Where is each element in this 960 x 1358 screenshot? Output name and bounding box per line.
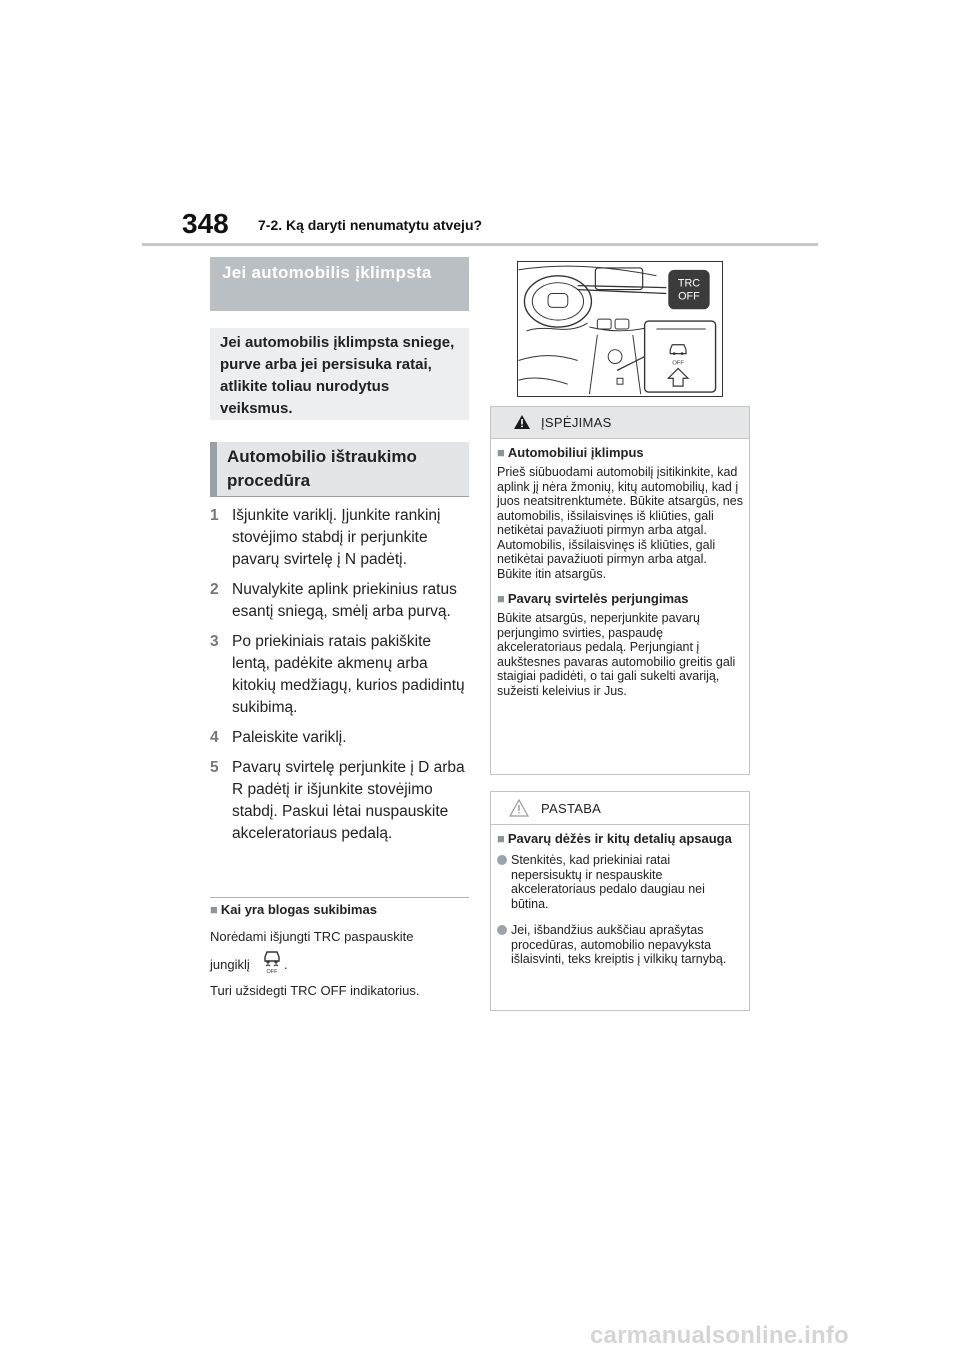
warning-triangle-icon: [513, 414, 531, 430]
warning-box: [490, 406, 750, 775]
square-bullet-icon: ■: [497, 445, 505, 460]
traction-note-heading: ■ Kai yra blogas sukibimas: [210, 902, 377, 917]
square-bullet-icon: ■: [497, 591, 505, 606]
step-item: [210, 631, 470, 719]
chapter-title: 7-2. Ką daryti nenumatytu atveju?: [258, 217, 483, 233]
notice-header: [491, 792, 749, 825]
notice-bullet: Jei, išbandžius aukščiau aprašytas procedūras, automobilio nepavyksta išlaisvinti, teks kreiptis į vilkikų tarnybą.: [497, 923, 743, 967]
step-number: 4: [210, 729, 219, 746]
warning-item-heading: ■ Automobiliui įklimpus: [497, 445, 644, 460]
step-item: [210, 505, 470, 571]
trc-switch-icon: [262, 948, 282, 974]
notice-title: PASTABA: [541, 801, 602, 816]
warning-title: ĮSPĖJIMAS: [541, 415, 612, 430]
caution-triangle-icon: [509, 799, 529, 817]
header-divider: [142, 243, 818, 246]
warning-item-text: Būkite atsargūs, neperjunkite pavarų perjungimo svirties, paspaudę akceleratoriaus pedalą. Perjungiant į aukštesnes pavaras automobilio greitis gali staigiai padidėti, o tai gali sukelti avariją, sužeisti keleivius ir Jus.: [497, 611, 736, 698]
watermark: carmanualsonline.info: [590, 1322, 849, 1349]
note-divider: [210, 897, 469, 898]
step-number: 3: [210, 633, 219, 650]
step-item: [210, 579, 470, 623]
dashboard-illustration: [517, 261, 723, 397]
notice-bullet: Stenkitės, kad priekiniai ratai nepersisuktų ir nespauskite akceleratoriaus pedalo daugiau nei būtina.: [497, 853, 743, 911]
step-number: 1: [210, 507, 219, 524]
indicator-text: TRC: [677, 277, 701, 290]
procedure-divider: [210, 496, 469, 497]
step-number: 5: [210, 759, 219, 776]
intro-box: Jei automobilis įklimpsta sniege, purve arba jei persisuka ratai, atlikite toliau nurodytus veiksmus.: [210, 328, 469, 420]
step-text: Išjunkite variklį. Įjunkite rankinį stovėjimo stabdį ir perjunkite pavarų svirtelę į N padėtį.: [232, 507, 441, 568]
warning-item-heading: ■ Pavarų svirtelės perjungimas: [497, 591, 689, 606]
indicator-text: OFF: [678, 290, 700, 303]
traction-note-line: Turi užsidegti TRC OFF indikatorius.: [210, 983, 420, 998]
step-item: [210, 727, 470, 749]
step-text: Nuvalykite aplink priekinius ratus esantį sniegą, smėlį arba purvą.: [232, 581, 457, 620]
svg-text:OFF: OFF: [672, 360, 685, 367]
notice-box: [490, 791, 750, 1011]
warning-item-text: Prieš siūbuodami automobilį įsitikinkite, kad aplink jį nėra žmonių, kitų automobilių, kad į juos neatsitrenktumėte. Būkite atsargūs, nes automobilis, išsilaisvinęs iš kliūties, gali netikėtai pavažiuoti pirmyn arba atgal. Automobilis, išsilaisvinęs iš kliūties, gali netikėtai pavažiuoti pirmyn arba atgal. Būkite itin atsargūs.: [497, 465, 743, 581]
page-number: 348: [182, 208, 229, 239]
step-text: Po priekiniais ratais pakiškite lentą, padėkite akmenų arba kitokių medžiagų, kurios padidintų sukibimą.: [232, 633, 465, 716]
dot-bullet-icon: [497, 855, 507, 865]
traction-note-line: jungiklį: [210, 957, 250, 972]
procedure-title: Automobilio ištraukimo procedūra: [210, 442, 469, 496]
steps-list: [210, 505, 470, 853]
traction-note-line: Norėdami išjungti TRC paspauskite: [210, 929, 414, 944]
square-bullet-icon: ■: [210, 902, 218, 917]
step-number: 2: [210, 581, 219, 598]
square-bullet-icon: ■: [497, 831, 505, 846]
step-item: [210, 757, 470, 845]
section-title: Jei automobilis įklimpsta: [210, 257, 469, 311]
dot-bullet-icon: [497, 925, 507, 935]
step-text: Pavarų svirtelę perjunkite į D arba R padėtį ir išjunkite stovėjimo stabdį. Paskui lėtai nuspauskite akceleratoriaus pedalą.: [232, 759, 465, 842]
svg-text:OFF: OFF: [266, 969, 278, 974]
notice-heading: ■ Pavarų dėžės ir kitų detalių apsauga: [497, 831, 732, 846]
traction-note-line-end: .: [284, 957, 288, 972]
step-text: Paleiskite variklį.: [232, 729, 347, 746]
warning-header: [491, 407, 749, 439]
